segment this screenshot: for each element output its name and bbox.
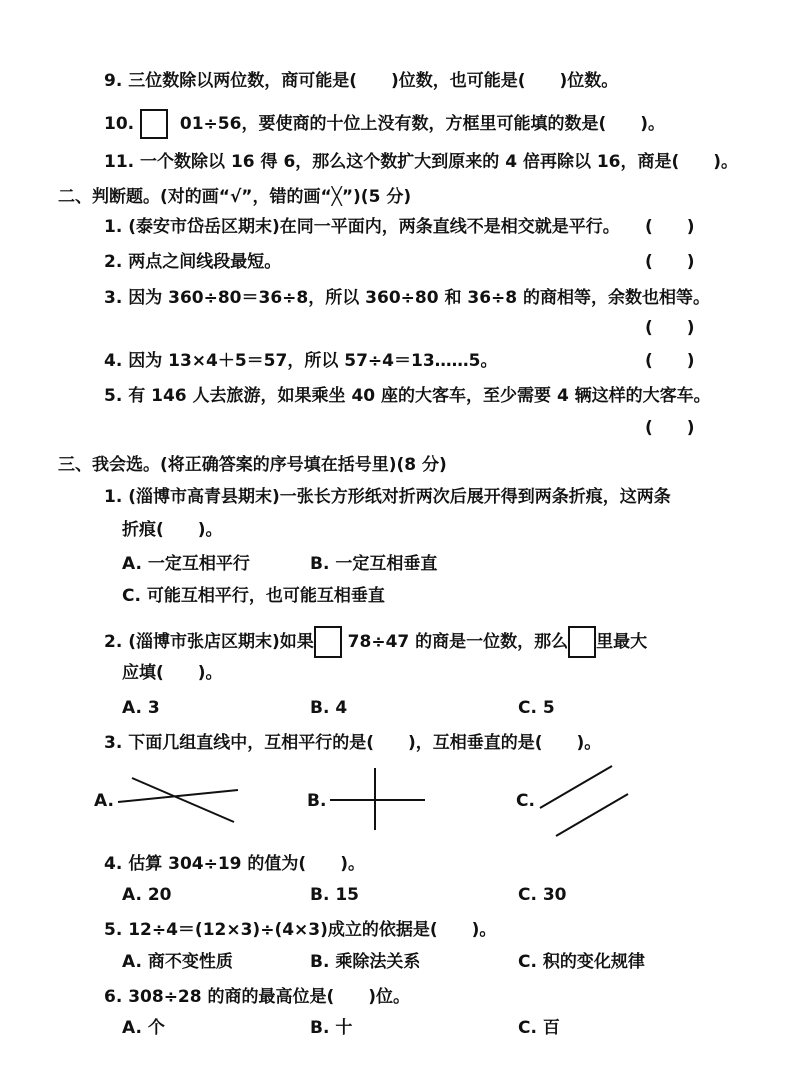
judge-answer-1[interactable]: ( ) [645,217,695,237]
figure-a-line-2 [132,778,234,822]
judge-item-2-text: 2. 两点之间线段最短。 [104,252,282,272]
choice-question-1-cont [122,518,223,542]
option-5a-text: A. 商不变性质 [122,952,233,972]
option-1b[interactable] [310,552,437,576]
option-6b-text: B. 十 [310,1018,353,1038]
judge-item-4 [104,349,497,373]
option-6a-text: A. 个 [122,1018,165,1038]
judge-item-1-text: 1. (泰安市岱岳区期末)在同一平面内，两条直线不是相交就是平行。 [104,217,620,237]
figure-b-label[interactable] [307,789,326,813]
question-9-text: 9. 三位数除以两位数，商可能是( )位数，也可能是( )位数。 [104,71,619,91]
answer-box[interactable] [140,109,168,139]
option-1c[interactable] [122,584,385,608]
section-2-heading [58,185,411,209]
option-1c-text: C. 可能互相平行，也可能互相垂直 [122,586,385,606]
choice-question-1 [104,485,671,509]
option-1a[interactable] [122,552,250,576]
choice-question-2-part3: 里最大 [596,632,648,652]
option-6b[interactable] [310,1016,352,1040]
judge-answer-3[interactable]: ( ) [645,318,695,338]
judge-answer-4[interactable]: ( ) [645,351,695,371]
option-6c[interactable] [518,1016,560,1040]
choice-question-5-text: 5. 12÷4＝(12×3)÷(4×3)成立的依据是( )。 [104,920,497,940]
choice-question-4 [104,852,365,876]
option-1b-text: B. 一定互相垂直 [310,554,438,574]
choice-question-3-text: 3. 下面几组直线中，互相平行的是( )，互相垂直的是( )。 [104,733,602,753]
choice-question-2-part2: 78÷47 的商是一位数，那么 [341,632,569,652]
choice-question-2-part1: 2. (淄博市张店区期末)如果 [104,632,314,652]
option-5c[interactable] [518,950,645,974]
choice-question-1-line2: 折痕( )。 [122,520,223,540]
figure-a-label-text: A. [94,791,114,811]
choice-question-2-cont [122,661,223,685]
option-5b-text: B. 乘除法关系 [310,952,421,972]
figure-c-line-2 [556,794,628,836]
figure-c-label[interactable] [516,789,535,813]
judge-item-5 [104,384,711,408]
question-11 [104,150,738,174]
question-10-text: 01÷56，要使商的十位上没有数，方框里可能填的数是( )。 [173,114,665,134]
option-5b[interactable] [310,950,420,974]
judge-item-2 [104,250,281,274]
option-4a-text: A. 20 [122,885,172,905]
answer-box[interactable] [568,626,596,658]
question-9 [104,69,618,93]
judge-answer-5[interactable]: ( ) [645,418,695,438]
judge-item-3 [104,286,710,310]
figure-c-line-1 [540,766,612,808]
option-4a[interactable] [122,883,172,907]
choice-question-4-text: 4. 估算 304÷19 的值为( )。 [104,854,365,874]
choice-question-2-line2: 应填( )。 [122,663,223,683]
option-2c-text: C. 5 [518,698,555,718]
choice-question-6 [104,985,410,1009]
option-2c[interactable] [518,696,555,720]
option-2a[interactable] [122,696,160,720]
option-2a-text: A. 3 [122,698,160,718]
choice-question-3 [104,731,601,755]
choice-question-5 [104,918,496,942]
figure-c-label-text: C. [516,791,535,811]
section-3-heading-text: 三、我会选。(将正确答案的序号填在括号里)(8 分) [58,455,447,475]
choice-question-1-line1: 1. (淄博市高青县期末)一张长方形纸对折两次后展开得到两条折痕，这两条 [104,487,671,507]
option-4b-text: B. 15 [310,885,359,905]
figure-a-line-1 [118,790,238,802]
question-10 [104,109,665,139]
judge-item-5-text: 5. 有 146 人去旅游，如果乘坐 40 座的大客车，至少需要 4 辆这样的大客车。 [104,386,711,406]
judge-answer-2[interactable]: ( ) [645,252,695,272]
option-5c-text: C. 积的变化规律 [518,952,645,972]
option-4b[interactable] [310,883,359,907]
option-5a[interactable] [122,950,233,974]
section-2-heading-text: 二、判断题。(对的画“√”，错的画“╳”)(5 分) [58,187,412,207]
judge-item-1 [104,215,620,239]
option-2b[interactable] [310,696,347,720]
answer-box[interactable] [314,626,342,658]
judge-item-3-text: 3. 因为 360÷80＝36÷8，所以 360÷80 和 36÷8 的商相等，余数也相等。 [104,288,711,308]
choice-question-2 [104,626,647,658]
option-4c[interactable] [518,883,567,907]
option-2b-text: B. 4 [310,698,348,718]
section-3-heading [58,453,447,477]
judge-item-4-text: 4. 因为 13×4＋5＝57，所以 57÷4＝13……5。 [104,351,498,371]
option-4c-text: C. 30 [518,885,567,905]
figure-b-label-text: B. [307,791,327,811]
question-10-number: 10. [104,114,135,134]
choice-question-6-text: 6. 308÷28 的商的最高位是( )位。 [104,987,411,1007]
option-1a-text: A. 一定互相平行 [122,554,250,574]
option-6a[interactable] [122,1016,165,1040]
figure-a-label[interactable] [94,789,114,813]
question-11-text: 11. 一个数除以 16 得 6，那么这个数扩大到原来的 4 倍再除以 16，商是( )。 [104,152,739,172]
option-6c-text: C. 百 [518,1018,560,1038]
